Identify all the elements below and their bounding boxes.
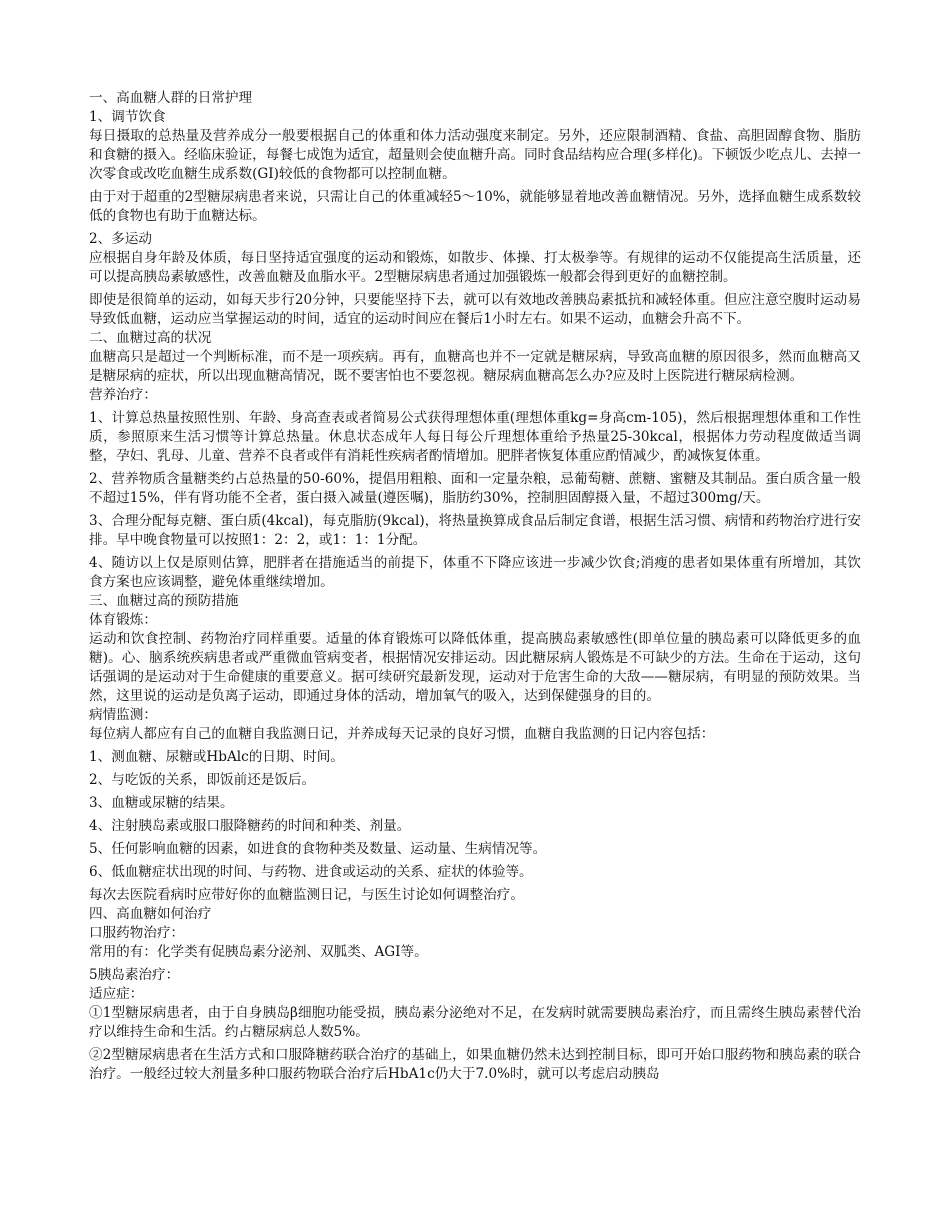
heading-section-3: 三、血糖过高的预防措施 — [89, 593, 239, 609]
label-insulin-therapy: 5胰岛素治疗： — [89, 967, 180, 983]
label-condition-monitoring: 病情监测： — [89, 707, 157, 723]
label-physical-exercise: 体育锻炼： — [89, 612, 157, 628]
document-page — [89, 89, 861, 1084]
list-item: 2、与吃饭的关系，即饭前还是饭后。 — [89, 772, 316, 788]
paragraph: ①1型糖尿病患者，由于自身胰岛β细胞功能受损，胰岛素分泌绝对不足，在发病时就需要胰岛素治疗，而且需终生胰岛素替代治疗以维持生命和生活。约占糖尿病总人数5%。 — [89, 1005, 861, 1040]
list-item: 5、任何影响血糖的因素，如进食的食物种类及数量、运动量、生病情况等。 — [89, 841, 547, 857]
paragraph: 应根据自身年龄及体质，每日坚持适宜强度的运动和锻炼，如散步、体操、打太极拳等。有规律的运动不仅能提高生活质量，还可以提高胰岛素敏感性，改善血糖及血脂水平。2型糖尿病患者通过加强锻炼一般都会得到更好的血糖控制。 — [89, 250, 861, 285]
paragraph: ②2型糖尿病患者在生活方式和口服降糖药联合治疗的基础上，如果血糖仍然未达到控制目标，即可开始口服药物和胰岛素的联合治疗。一般经过较大剂量多种口服药物联合治疗后HbA1c仍大于7.0%时，就可以考虑启动胰岛 — [89, 1047, 861, 1082]
label-nutrition-therapy: 营养治疗： — [89, 387, 157, 403]
paragraph: 由于对于超重的2型糖尿病患者来说，只需让自己的体重减轻5～10%，就能够显着地改善血糖情况。另外，选择血糖生成系数较低的食物也有助于血糖达标。 — [89, 189, 861, 224]
list-item: 3、血糖或尿糖的结果。 — [89, 795, 234, 811]
list-item: 3、合理分配每克糖、蛋白质(4kcal)，每克脂肪(9kcal)，将热量换算成食品后制定食谱，根据生活习惯、病情和药物治疗进行安排。早中晚食物量可以按照1：2：2，或1：1：1分配。 — [89, 513, 861, 548]
heading-section-2: 二、血糖过高的状况 — [89, 330, 212, 346]
subheading-exercise: 2、多运动 — [89, 231, 153, 247]
list-item: 1、计算总热量按照性别、年龄、身高查表或者简易公式获得理想体重(理想体重kg=身高cm-105)，然后根据理想体重和工作性质，参照原来生活习惯等计算总热量。休息状态成年人每日每公斤理想体重给予热量25-30kcal，根据体力劳动程度做适当调整，孕妇、乳母、儿童、营养不良者或伴有消耗性疾病者酌情增加。肥胖者恢复体重应酌情减少，酌减恢复体重。 — [89, 410, 861, 464]
list-item: 4、注射胰岛素或服口服降糖药的时间和种类、剂量。 — [89, 818, 411, 834]
heading-section-1: 一、高血糖人群的日常护理 — [89, 90, 253, 106]
label-indications: 适应症： — [89, 986, 144, 1002]
list-item: 1、测血糖、尿糖或HbAlc的日期、时间。 — [89, 749, 344, 765]
list-item: 4、随访以上仅是原则估算，肥胖者在措施适当的前提下，体重不下降应该进一步减少饮食;消瘦的患者如果体重有所增加，其饮食方案也应该调整，避免体重继续增加。 — [89, 555, 861, 590]
paragraph: 即使是很简单的运动，如每天步行20分钟，只要能坚持下去，就可以有效地改善胰岛素抵抗和减轻体重。但应注意空腹时运动易导致低血糖，运动应当掌握运动的时间，适宜的运动时间应在餐后1小时左右。如果不运动，血糖会升高不下。 — [89, 292, 861, 327]
list-item: 6、低血糖症状出现的时间、与药物、进食或运动的关系、症状的体验等。 — [89, 864, 533, 880]
paragraph: 每次去医院看病时应带好你的血糖监测日记，与医生讨论如何调整治疗。 — [89, 887, 524, 903]
subheading-diet: 1、调节饮食 — [89, 109, 166, 125]
label-oral-medication: 口服药物治疗： — [89, 925, 185, 941]
list-item: 2、营养物质含量糖类约占总热量的50-60%，提倡用粗粮、面和一定量杂粮，忌葡萄糖、蔗糖、蜜糖及其制品。蛋白质含量一般不超过15%，伴有肾功能不全者，蛋白摄入减量(遵医嘱)，脂肪约30%，控制胆固醇摄入量，不超过300mg/天。 — [89, 471, 861, 506]
paragraph: 常用的有：化学类有促胰岛素分泌剂、双胍类、AGI等。 — [89, 944, 428, 960]
paragraph: 血糖高只是超过一个判断标准，而不是一项疾病。再有，血糖高也并不一定就是糖尿病，导致高血糖的原因很多，然而血糖高又是糖尿病的症状，所以出现血糖高情况，既不要害怕也不要忽视。糖尿病血糖高怎么办?应及时上医院进行糖尿病检测。 — [89, 349, 861, 384]
heading-section-4: 四、高血糖如何治疗 — [89, 906, 212, 922]
paragraph: 每日摄取的总热量及营养成分一般要根据自己的体重和体力活动强度来制定。另外，还应限制酒精、食盐、高胆固醇食物、脂肪和食糖的摄入。经临床验证，每餐七成饱为适宜，超量则会使血糖升高。同时食品结构应合理(多样化)。下顿饭少吃点儿、去掉一次零食或改吃血糖生成系数(GI)较低的食物都可以控制血糖。 — [89, 128, 861, 182]
paragraph: 每位病人都应有自己的血糖自我监测日记，并养成每天记录的良好习惯，血糖自我监测的日记内容包括： — [89, 726, 715, 742]
paragraph: 运动和饮食控制、药物治疗同样重要。适量的体育锻炼可以降低体重，提高胰岛素敏感性(即单位量的胰岛素可以降低更多的血糖)。心、脑系统疾病患者或严重微血管病变者，根据情况安排运动。因此糖尿病人锻炼是不可缺少的方法。生命在于运动，这句话强调的是运动对于生命健康的重要意义。据可续研究最新发现，运动对于危害生命的大敌——糖尿病，有明显的预防效果。当然，这里说的运动是负离子运动，即通过身体的活动，增加氧气的吸入，达到保健强身的目的。 — [89, 631, 861, 704]
